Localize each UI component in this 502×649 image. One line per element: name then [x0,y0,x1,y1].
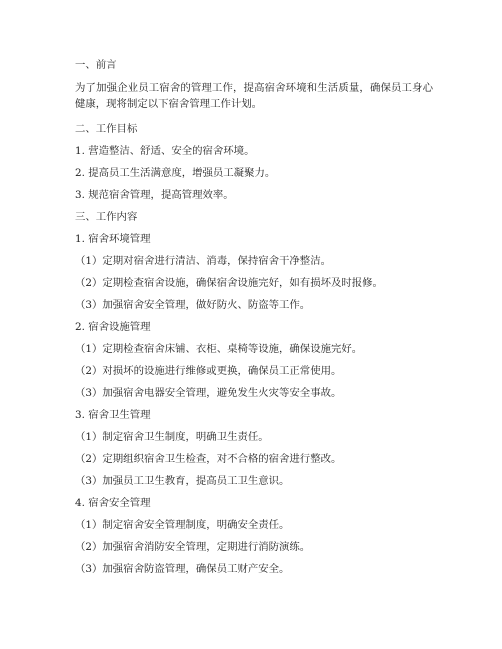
environment-item: （1）定期对宿舍进行清洁、消毒，保持宿舍干净整洁。 [75,255,331,267]
facilities-item: （1）定期检查宿舍床铺、衣柜、桌椅等设施，确保设施完好。 [75,343,363,355]
environment-item: （3）加强宿舍安全管理，做好防火、防盗等工作。 [75,299,311,311]
facilities-item: （2）对损坏的设施进行维修或更换，确保员工正常使用。 [75,365,342,377]
facilities-item: （3）加强宿舍电器安全管理，避免发生火灾等安全事故。 [75,387,342,399]
environment-title: 1. 宿舍环境管理 [75,233,151,245]
safety-item: （2）加强宿舍消防安全管理，定期进行消防演练。 [75,541,311,553]
safety-title: 4. 宿舍安全管理 [75,497,151,509]
safety-item: （1）制定宿舍安全管理制度，明确安全责任。 [75,519,290,531]
goal-item: 1. 营造整洁、舒适、安全的宿舍环境。 [75,145,255,157]
facilities-title: 2. 宿舍设施管理 [75,321,151,333]
hygiene-item: （2）定期组织宿舍卫生检查，对不合格的宿舍进行整改。 [75,453,342,465]
goals-heading: 二、工作目标 [75,123,138,135]
goal-item: 2. 提高员工生活满意度，增强员工凝聚力。 [75,167,276,179]
environment-item: （2）定期检查宿舍设施，确保宿舍设施完好，如有损坏及时报修。 [75,277,383,289]
hygiene-item: （3）加强员工卫生教育，提高员工卫生意识。 [75,475,290,487]
hygiene-item: （1）制定宿舍卫生制度，明确卫生责任。 [75,431,269,443]
hygiene-title: 3. 宿舍卫生管理 [75,409,151,421]
safety-item: （3）加强宿舍防盗管理，确保员工财产安全。 [75,563,290,575]
content-heading: 三、工作内容 [75,211,138,223]
intro-paragraph: 为了加强企业员工宿舍的管理工作，提高宿舍环境和生活质量，确保员工身心健康，现将制定以下宿舍管理工作计划。 [75,82,433,110]
intro-heading: 一、前言 [75,59,117,71]
goal-item: 3. 规范宿舍管理，提高管理效率。 [75,189,234,201]
